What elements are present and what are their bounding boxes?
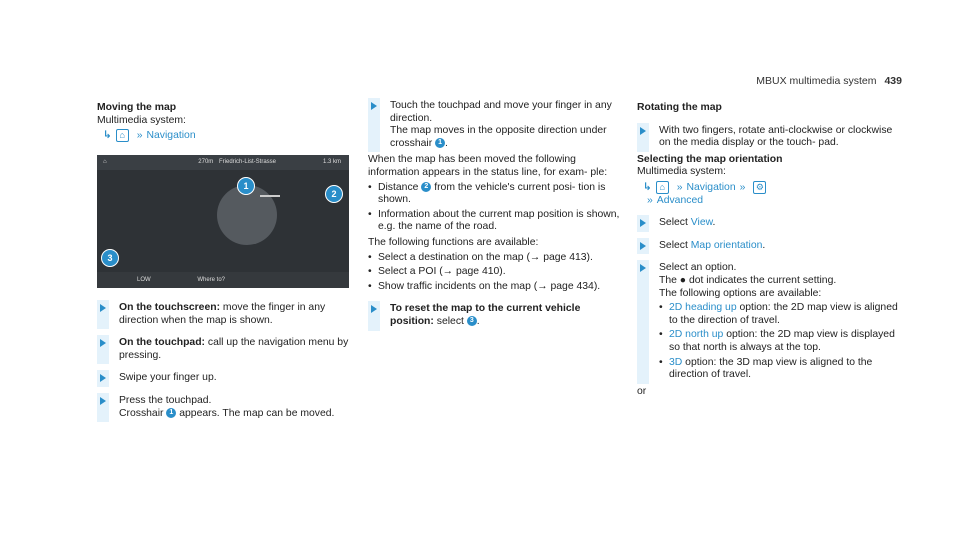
step-arrow-icon bbox=[640, 127, 646, 135]
path-arrow-icon: ↳ bbox=[643, 181, 652, 193]
step-arrow-icon bbox=[371, 305, 377, 313]
step-reset: To reset the map to the current vehicle position: select 3 . bbox=[368, 303, 626, 328]
home-icon: ⌂ bbox=[103, 159, 107, 165]
step-touchscreen: On the touchscreen: move the finger in any direction when the map is shown. bbox=[97, 302, 352, 327]
marker-1: 1 bbox=[237, 177, 255, 195]
marker-2: 2 bbox=[325, 185, 343, 203]
options-list bbox=[659, 302, 902, 382]
step-press: Press the touchpad. Crosshair 1 appears. The map can be moved. bbox=[97, 395, 352, 420]
heading-orientation: Selecting the map orientation bbox=[637, 153, 783, 165]
map-low: LOW bbox=[137, 277, 151, 283]
moved-info: When the map has been moved the following information appears in the status line, for exam- ple: bbox=[368, 154, 608, 178]
header-title: MBUX multimedia system bbox=[756, 75, 877, 87]
step-select-option: Select an option. The ● dot indicates the current setting. The following options are available: • 2D heading up option: the 2D map view is aligned to the direction of travel. • 2D north up option: the 2D map view is displayed so that north is always at the top. • 3D option: the 3D map view is aligned to the direction of travel. bbox=[637, 262, 902, 381]
multimedia-label: Multimedia system: bbox=[637, 166, 726, 178]
chevron-icon: » bbox=[136, 130, 143, 142]
map-distance-1: 270m bbox=[198, 159, 214, 165]
badge-1: 1 bbox=[435, 138, 445, 148]
step-rotate: With two fingers, rotate anti-clockwise or clockwise on the media display or the touch- pad. bbox=[637, 125, 902, 150]
heading-rotating: Rotating the map bbox=[637, 102, 722, 113]
info-list bbox=[368, 182, 626, 234]
marker-3: 3 bbox=[101, 249, 119, 267]
home-icon: ⌂ bbox=[656, 181, 669, 194]
list-item: • Select a destination on the map (→ page 413). bbox=[368, 252, 626, 265]
column-1 bbox=[97, 102, 352, 143]
chevron-icon: » bbox=[676, 181, 683, 193]
menu-path bbox=[97, 129, 352, 143]
page-number: 439 bbox=[884, 75, 902, 87]
map-where-to: Where to? bbox=[197, 277, 226, 283]
list-item: • Information about the current map position is shown, e.g. the name of the road. bbox=[368, 209, 626, 234]
chevron-icon: » bbox=[647, 194, 653, 206]
step-arrow-icon bbox=[100, 374, 106, 382]
settings-icon: ⚙ bbox=[753, 181, 766, 194]
step-arrow-icon bbox=[640, 242, 646, 250]
step-arrow-icon bbox=[640, 264, 646, 272]
step-select-view: Select View. bbox=[637, 217, 902, 230]
list-item: • Distance 2 from the vehicle's current posi- tion is shown. bbox=[368, 182, 626, 207]
step-touch-touchpad: Touch the touchpad and move your finger in any direction. The map moves in the opposite direction under crosshair 1 . bbox=[368, 100, 626, 150]
map-distance-2: 1.3 km bbox=[322, 159, 341, 165]
column-2 bbox=[368, 94, 626, 329]
badge-3: 3 bbox=[467, 316, 477, 326]
list-item: • 2D heading up option: the 2D map view is aligned to the direction of travel. bbox=[659, 302, 902, 327]
menu-path: ↳ ⌂ » Navigation » ⚙ » Advanced bbox=[637, 181, 902, 207]
functions-intro: The following functions are available: bbox=[368, 236, 539, 248]
step-touchpad: On the touchpad: call up the navigation menu by pressing. bbox=[97, 337, 352, 362]
path-arrow-icon: ↳ bbox=[103, 130, 112, 142]
chevron-icon: » bbox=[739, 181, 746, 193]
functions-list bbox=[368, 252, 626, 294]
map-screenshot bbox=[97, 155, 349, 288]
list-item: • 3D option: the 3D map view is aligned to the direction of travel. bbox=[659, 357, 902, 382]
step-arrow-icon bbox=[100, 304, 106, 312]
step-swipe: Swipe your finger up. bbox=[97, 372, 352, 385]
step-arrow-icon bbox=[371, 102, 377, 110]
step-arrow-icon bbox=[100, 397, 106, 405]
crosshair-line bbox=[260, 195, 280, 197]
step-select-orientation: Select Map orientation. bbox=[637, 240, 902, 253]
path-navigation: Navigation bbox=[146, 130, 196, 142]
column-3 bbox=[637, 102, 902, 398]
page-header bbox=[756, 75, 902, 88]
badge-2: 2 bbox=[421, 182, 431, 192]
list-item: • Select a POI (→ page 410). bbox=[368, 266, 626, 279]
step-arrow-icon bbox=[640, 219, 646, 227]
map-street: Friedrich-List-Strasse bbox=[218, 159, 276, 165]
badge-1: 1 bbox=[166, 408, 176, 418]
home-icon: ⌂ bbox=[116, 129, 129, 142]
list-item: • Show traffic incidents on the map (→ page 434). bbox=[368, 281, 626, 294]
map-bottom-bar bbox=[97, 272, 349, 288]
step-arrow-icon bbox=[100, 339, 106, 347]
list-item: • 2D north up option: the 2D map view is displayed so that north is always at the top. bbox=[659, 329, 902, 354]
column-1-steps bbox=[97, 292, 352, 420]
map-status-bar bbox=[97, 155, 349, 170]
multimedia-label: Multimedia system: bbox=[97, 114, 186, 126]
heading-moving-map: Moving the map bbox=[97, 102, 177, 113]
or-text: or bbox=[637, 385, 647, 397]
